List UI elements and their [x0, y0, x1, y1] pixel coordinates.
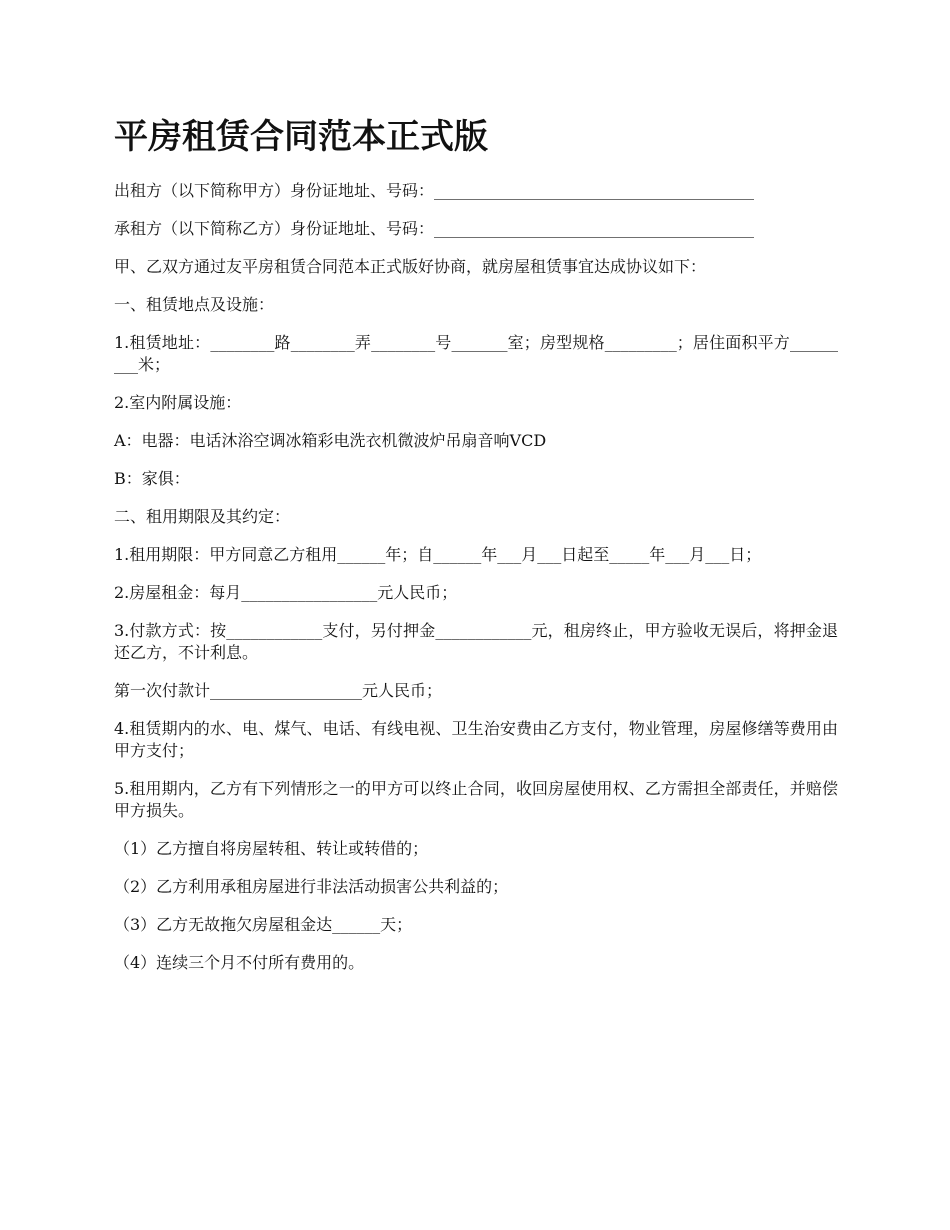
- section-heading-term: 二、租用期限及其约定：: [114, 507, 291, 526]
- clause-first-payment: 第一次付款计___________________元人民币；: [114, 681, 443, 700]
- termination-item-3: （3）乙方无故拖欠房屋租金达______天；: [114, 915, 413, 934]
- lessor-line: 出租方（以下简称甲方）身份证地址、号码：________________________________________: [114, 181, 755, 200]
- clause-termination: 5.租用期内，乙方有下列情形之一的甲方可以终止合同，收回房屋使用权、乙方需担全部责任，并赔偿甲方损失。: [114, 779, 838, 820]
- clause-rent: 2.房屋租金：每月_________________元人民币；: [114, 583, 458, 602]
- clause-term: 1.租用期限：甲方同意乙方租用______年；自______年___月___日起至_____年___月___日；: [114, 545, 762, 564]
- intro-paragraph: 甲、乙双方通过友平房租赁合同范本正式版好协商，就房屋租赁事宜达成协议如下：: [114, 257, 707, 276]
- termination-item-4: （4）连续三个月不付所有费用的。: [114, 953, 365, 972]
- clause-utilities: 4.租赁期内的水、电、煤气、电话、有线电视、卫生治安费由乙方支付，物业管理，房屋修缮等费用由甲方支付；: [114, 719, 838, 760]
- clause-appliances: A：电器：电话沐浴空调冰箱彩电洗衣机微波炉吊扇音响VCD: [114, 431, 547, 450]
- termination-item-2: （2）乙方利用承租房屋进行非法活动损害公共利益的；: [114, 877, 509, 896]
- section-heading-location: 一、租赁地点及设施：: [114, 295, 275, 314]
- clause-furniture: B：家俱：: [114, 469, 190, 488]
- clause-address: 1.租赁地址：________路________弄________号_______室；房型规格_________；居住面积平方_________米；: [114, 333, 838, 374]
- termination-item-1: （1）乙方擅自将房屋转租、转让或转借的；: [114, 839, 429, 858]
- clause-facilities: 2.室内附属设施：: [114, 393, 242, 412]
- page-title: 平房租赁合同范本正式版: [114, 117, 488, 157]
- clause-payment: 3.付款方式：按____________支付，另付押金____________元，租房终止，甲方验收无误后，将押金退还乙方，不计利息。: [114, 621, 838, 662]
- document-page: [114, 112, 838, 990]
- lessee-line: 承租方（以下简称乙方）身份证地址、号码：________________________________________: [114, 219, 755, 238]
